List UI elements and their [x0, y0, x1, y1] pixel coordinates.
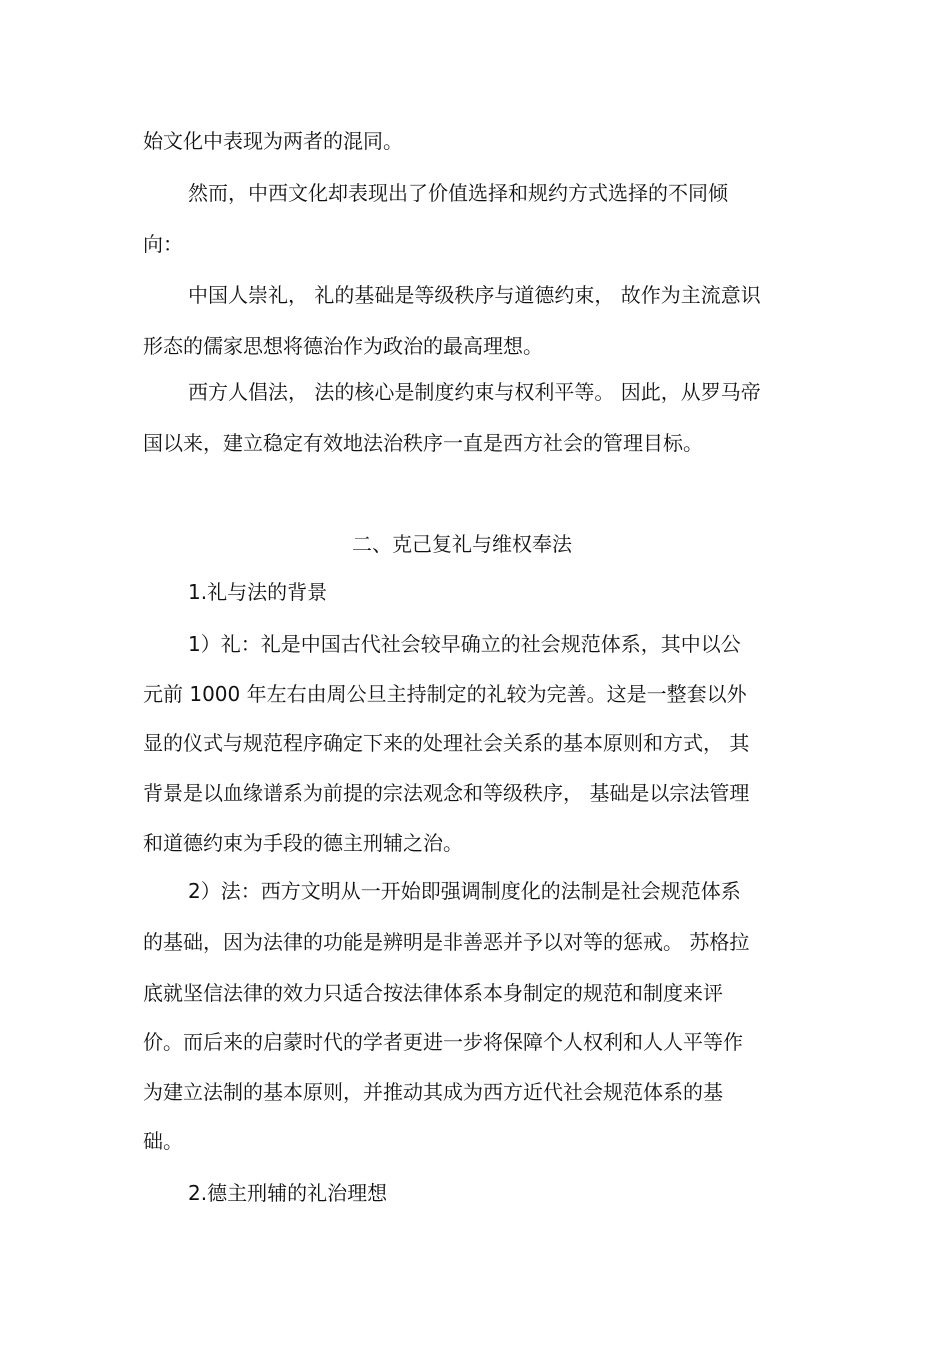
- text-line: 向：: [143, 232, 183, 256]
- text-line: 2）法：西方文明从一开始即强调制度化的法制是社会规范体系: [188, 879, 741, 903]
- text-line: 的基础，因为法律的功能是辨明是非善恶并予以对等的惩戒。 苏格拉: [143, 930, 750, 954]
- text-line: 元前 1000 年左右由周公旦主持制定的礼较为完善。这是一整套以外: [143, 682, 747, 706]
- text-line: 国以来，建立稳定有效地法治秩序一直是西方社会的管理目标。: [143, 431, 703, 455]
- text-line: 显的仪式与规范程序确定下来的处理社会关系的基本原则和方式， 其: [143, 731, 750, 755]
- text-line: 中国人崇礼， 礼的基础是等级秩序与道德约束， 故作为主流意识: [188, 283, 761, 307]
- text-line: 始文化中表现为两者的混同。: [143, 129, 403, 153]
- subheading: 1.礼与法的背景: [188, 580, 328, 604]
- text-line: 价。而后来的启蒙时代的学者更进一步将保障个人权利和人人平等作: [143, 1030, 743, 1054]
- text-line: 和道德约束为手段的德主刑辅之治。: [143, 831, 463, 855]
- text-line: 西方人倡法， 法的核心是制度约束与权利平等。 因此，从罗马帝: [188, 380, 761, 404]
- text-line: 础。: [143, 1129, 183, 1153]
- text-line: 形态的儒家思想将德治作为政治的最高理想。: [143, 334, 543, 358]
- section-heading: 二、克己复礼与维权奉法: [352, 532, 572, 556]
- text-line: 为建立法制的基本原则，并推动其成为西方近代社会规范体系的基: [143, 1080, 723, 1104]
- text-line: 背景是以血缘谱系为前提的宗法观念和等级秩序， 基础是以宗法管理: [143, 781, 750, 805]
- text-line: 1）礼：礼是中国古代社会较早确立的社会规范体系，其中以公: [188, 632, 741, 656]
- subheading: 2.德主刑辅的礼治理想: [188, 1181, 388, 1205]
- text-line: 底就坚信法律的效力只适合按法律体系本身制定的规范和制度来评: [143, 981, 723, 1005]
- text-line: 然而，中西文化却表现出了价值选择和规约方式选择的不同倾: [188, 181, 728, 205]
